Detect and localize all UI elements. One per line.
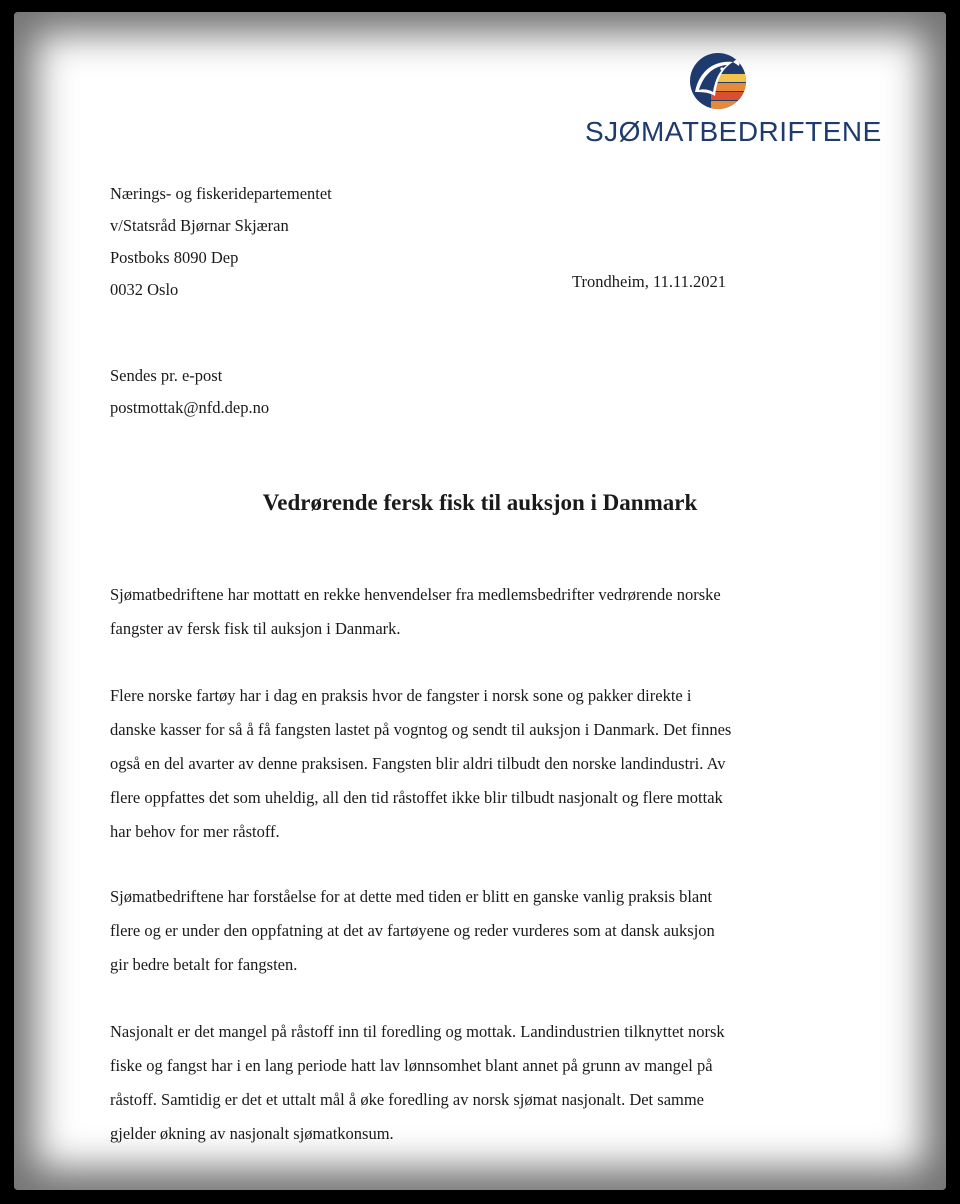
paragraph-line: Sjømatbedriftene har mottatt en rekke henvendelser fra medlemsbedrifter vedrørende norske [110,585,721,604]
fish-sunset-logo-icon [689,52,747,110]
paragraph-line: flere og er under den oppfatning at det av fartøyene og reder vurderes som at dansk auksjon [110,921,715,940]
paragraph-line: gjelder økning av nasjonalt sjømatkonsum. [110,1124,394,1143]
recipient-line: Nærings- og fiskeridepartementet [110,184,332,203]
paragraph-line: flere oppfattes det som uheldig, all den tid råstoffet ikke blir tilbudt nasjonalt og flere mottak [110,788,723,807]
delivery-email: postmottak@nfd.dep.no [110,398,270,417]
recipient-address [110,178,332,306]
paragraph-line: også en del avarter av denne praksisen. Fangsten blir aldri tilbudt den norske landindustri. Av [110,754,726,773]
delivery-method: Sendes pr. e-post [110,366,223,385]
paragraph [110,679,850,849]
paragraph-line: gir bedre betalt for fangsten. [110,955,298,974]
delivery-info [110,360,269,424]
paragraph [110,880,850,982]
recipient-line: Postboks 8090 Dep [110,248,239,267]
recipient-line: v/Statsråd Bjørnar Skjæran [110,216,289,235]
recipient-line: 0032 Oslo [110,280,179,299]
paragraph-line: Nasjonalt er det mangel på råstoff inn til foredling og mottak. Landindustrien tilknyttet norsk [110,1022,725,1041]
paragraph-line: Sjømatbedriftene har forståelse for at dette med tiden er blitt en ganske vanlig praksis blant [110,887,713,906]
paragraph [110,578,850,646]
paragraph-line: Flere norske fartøy har i dag en praksis hvor de fangster i norsk sone og pakker direkte i [110,686,692,705]
paragraph-line: fangster av fersk fisk til auksjon i Danmark. [110,619,401,638]
paragraph-line: har behov for mer råstoff. [110,822,280,841]
paragraph-line: fiske og fangst har i en lang periode hatt lav lønnsomhet blant annet på grunn av mangel på [110,1056,713,1075]
logo-wordmark: SJØMATBEDRIFTENE [585,116,882,147]
letter-title: Vedrørende fersk fisk til auksjon i Danmark [262,490,698,515]
letter-date: Trondheim, 11.11.2021 [572,272,727,291]
paragraph [110,1015,850,1151]
sjomatbedriftene-logo [585,52,882,152]
paragraph-line: råstoff. Samtidig er det et uttalt mål å øke foredling av norsk sjømat nasjonalt. Det samme [110,1090,705,1109]
paragraph-line: danske kasser for så å få fangsten lastet på vogntog og sendt til auksjon i Danmark. Det finnes [110,720,732,739]
